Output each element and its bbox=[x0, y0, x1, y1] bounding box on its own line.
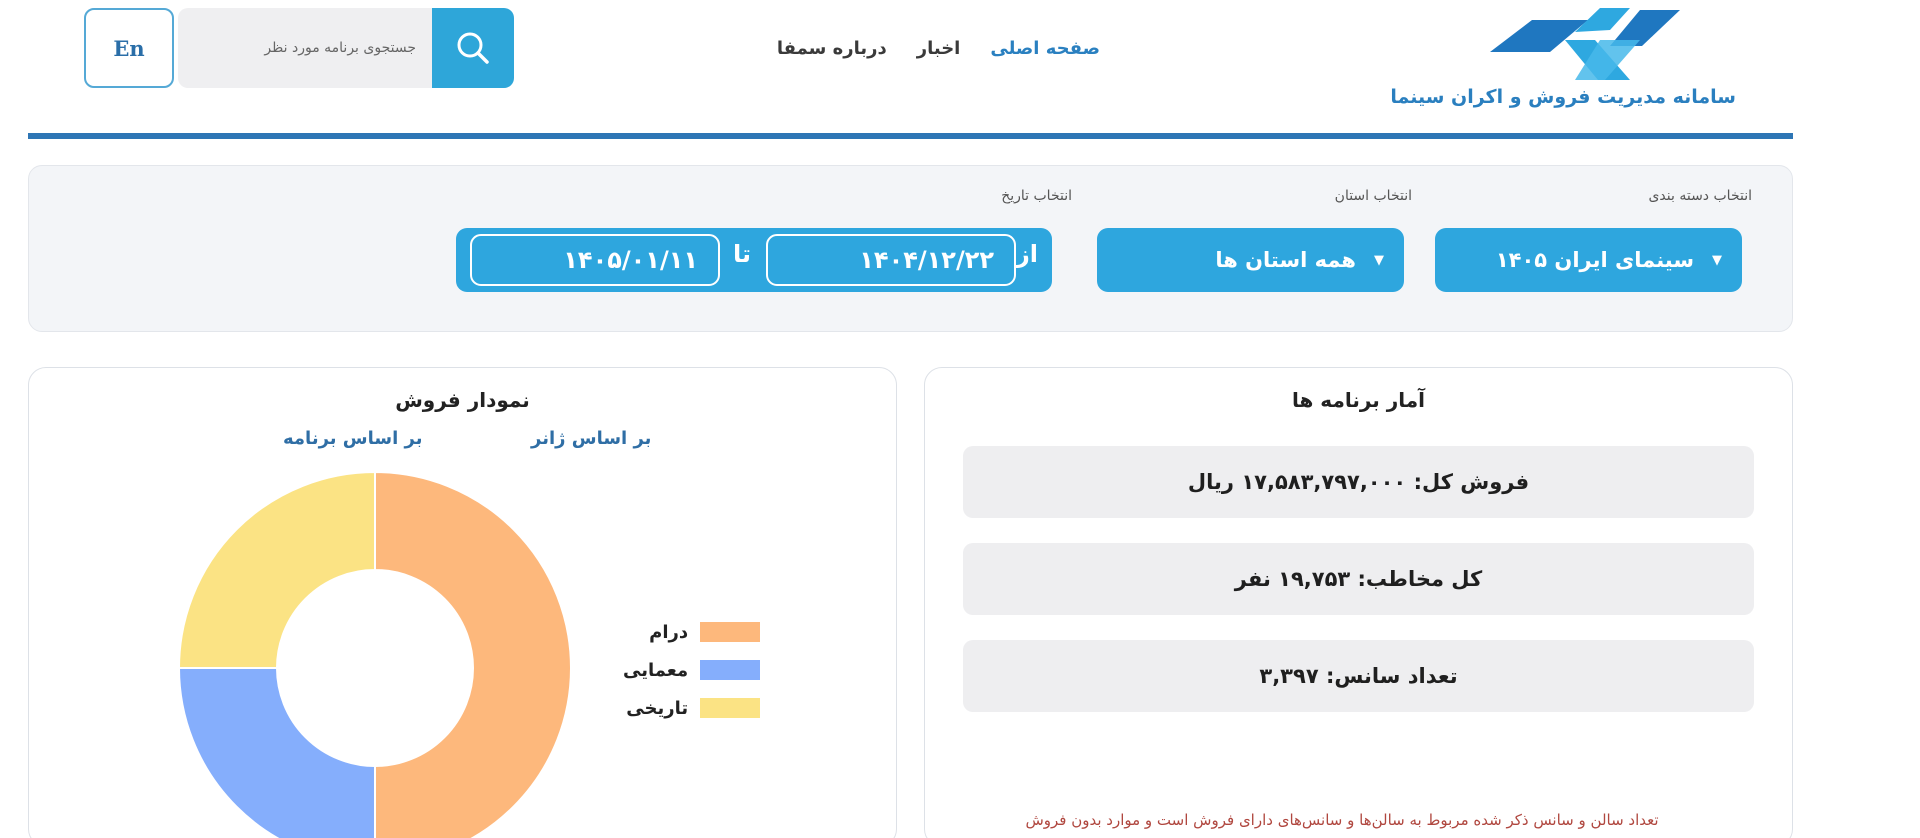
stat-total-audience: کل مخاطب: ۱۹,۷۵۳ نفر bbox=[963, 543, 1754, 615]
nav-news[interactable]: اخبار bbox=[916, 38, 961, 59]
category-value: سینمای ایران ۱۴۰۵ bbox=[1495, 248, 1694, 272]
legend-item[interactable] bbox=[623, 651, 760, 689]
donut-slice-3[interactable] bbox=[179, 472, 375, 668]
date-from-input[interactable]: ۱۴۰۴/۱۲/۲۲ bbox=[766, 234, 1016, 286]
search-input[interactable] bbox=[178, 8, 432, 88]
site-logo[interactable] bbox=[1390, 0, 1740, 125]
donut-slice-1[interactable] bbox=[375, 472, 571, 838]
date-to-input[interactable]: ۱۴۰۵/۰۱/۱۱ bbox=[470, 234, 720, 286]
stats-card bbox=[924, 367, 1793, 838]
legend-label: تاریخی bbox=[626, 697, 689, 719]
province-value: همه استان ها bbox=[1215, 248, 1356, 272]
sales-chart-card bbox=[28, 367, 897, 838]
search-icon bbox=[453, 28, 493, 68]
legend-label: معمایی bbox=[623, 659, 689, 681]
legend-swatch bbox=[700, 698, 760, 718]
province-select[interactable] bbox=[1097, 228, 1404, 292]
nav-home[interactable]: صفحه اصلی bbox=[990, 38, 1100, 59]
search-button[interactable] bbox=[432, 8, 514, 88]
stats-note: تعداد سالن و سانس ذکر شده مربوط به سالن‌ها و سانس‌های دارای فروش است و موارد بدون فروش bbox=[1025, 811, 1659, 829]
tab-by-program[interactable]: بر اساس برنامه bbox=[283, 428, 423, 449]
province-label: انتخاب استان bbox=[1334, 188, 1412, 204]
site-title: سامانه مدیریت فروش و اکران سینما bbox=[1390, 86, 1736, 108]
stat-session-count: تعداد سانس: ۳,۳۹۷ bbox=[963, 640, 1754, 712]
category-select[interactable] bbox=[1435, 228, 1742, 292]
date-to-word: تا bbox=[733, 240, 752, 268]
chevron-down-icon: ▼ bbox=[1712, 252, 1722, 268]
logo-mark-icon bbox=[1480, 0, 1720, 85]
filter-panel bbox=[28, 165, 1793, 332]
stats-title: آمار برنامه ها bbox=[1291, 388, 1426, 412]
donut-chart bbox=[177, 470, 573, 838]
chevron-down-icon: ▼ bbox=[1374, 252, 1384, 268]
language-button[interactable]: En bbox=[84, 8, 174, 88]
legend-swatch bbox=[700, 660, 760, 680]
legend-item[interactable] bbox=[623, 689, 760, 727]
date-from-word: از bbox=[1015, 240, 1038, 268]
header-divider bbox=[28, 133, 1793, 139]
legend-item[interactable] bbox=[623, 613, 760, 651]
category-label: انتخاب دسته بندی bbox=[1648, 188, 1752, 204]
date-label: انتخاب تاریخ bbox=[1001, 188, 1072, 204]
donut-slice-2[interactable] bbox=[179, 668, 375, 838]
nav-about[interactable]: درباره سمفا bbox=[776, 38, 887, 59]
date-range bbox=[456, 228, 1052, 292]
legend-swatch bbox=[700, 622, 760, 642]
chart-legend bbox=[623, 613, 760, 727]
chart-title: نمودار فروش bbox=[395, 388, 530, 412]
tab-by-genre[interactable]: بر اساس ژانر bbox=[531, 428, 652, 449]
main-nav bbox=[777, 30, 1100, 68]
legend-label: درام bbox=[649, 621, 689, 643]
stat-total-sales: فروش کل: ۱۷,۵۸۳,۷۹۷,۰۰۰ ریال bbox=[963, 446, 1754, 518]
search-bar bbox=[178, 8, 514, 88]
